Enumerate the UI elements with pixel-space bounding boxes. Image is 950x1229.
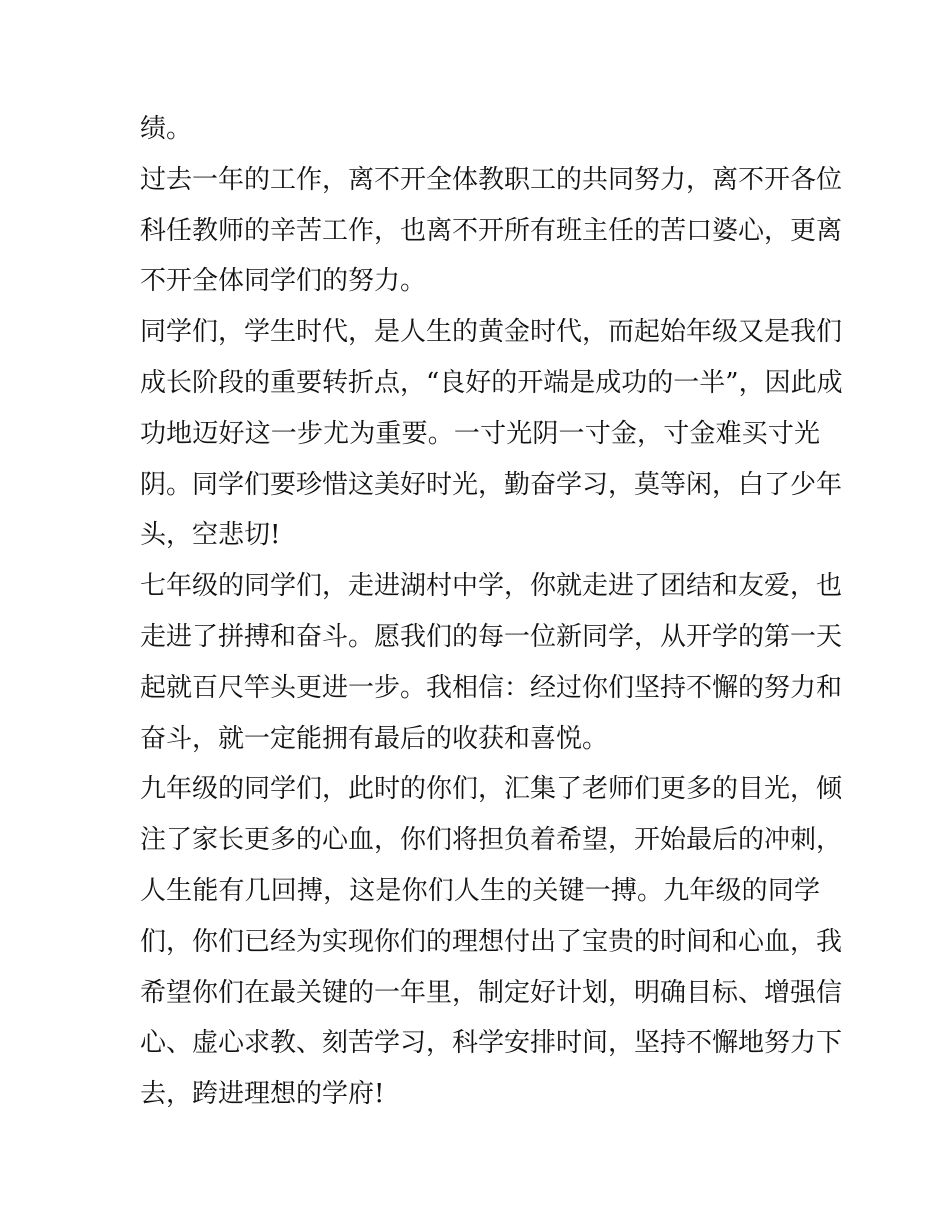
text-line: 去，跨进理想的学府! <box>140 1079 385 1110</box>
text-line: 绩。 <box>140 114 193 144</box>
text-line: 起就百尺竿头更进一步。我相信：经过你们坚持不懈的努力和 <box>140 672 843 703</box>
text-line: 心、虚心求教、刻苦学习，科学安排时间，坚持不懈地努力下 <box>140 1028 843 1059</box>
text-line: 七年级的同学们，走进湖村中学，你就走进了团结和友爱，也 <box>140 571 843 602</box>
text-line: 九年级的同学们，此时的你们，汇集了老师们更多的目光，倾 <box>140 774 843 805</box>
text-line: 希望你们在最关键的一年里，制定好计划，明确目标、增强信 <box>140 977 843 1008</box>
text-line: 同学们，学生时代，是人生的黄金时代，而起始年级又是我们 <box>140 317 843 348</box>
text-line: 人生能有几回搏，这是你们人生的关键一搏。九年级的同学 <box>140 875 820 906</box>
text-line: 科任教师的辛苦工作，也离不开所有班主任的苦口婆心，更离 <box>140 215 843 246</box>
body-text <box>140 104 843 1120</box>
text-line: 功地迈好这一步尤为重要。一寸光阴一寸金，寸金难买寸光 <box>140 418 820 449</box>
text-line: 不开全体同学们的努力。 <box>140 266 427 297</box>
text-line: 奋斗，就一定能拥有最后的收获和喜悦。 <box>140 723 609 754</box>
text-line: 注了家长更多的心血，你们将担负着希望，开始最后的冲刺， <box>140 825 843 856</box>
text-line: 过去一年的工作，离不开全体教职工的共同努力，离不开各位 <box>140 164 843 195</box>
text-line: 成长阶段的重要转折点，“良好的开端是成功的一半”，因此成 <box>140 367 843 398</box>
text-line: 们，你们已经为实现你们的理想付出了宝贵的时间和心血，我 <box>140 926 843 957</box>
text-line: 阴。同学们要珍惜这美好时光，勤奋学习，莫等闲，白了少年 <box>140 469 843 500</box>
text-line: 走进了拼搏和奋斗。愿我们的每一位新同学，从开学的第一天 <box>140 621 843 652</box>
text-line: 头，空悲切! <box>140 520 281 551</box>
